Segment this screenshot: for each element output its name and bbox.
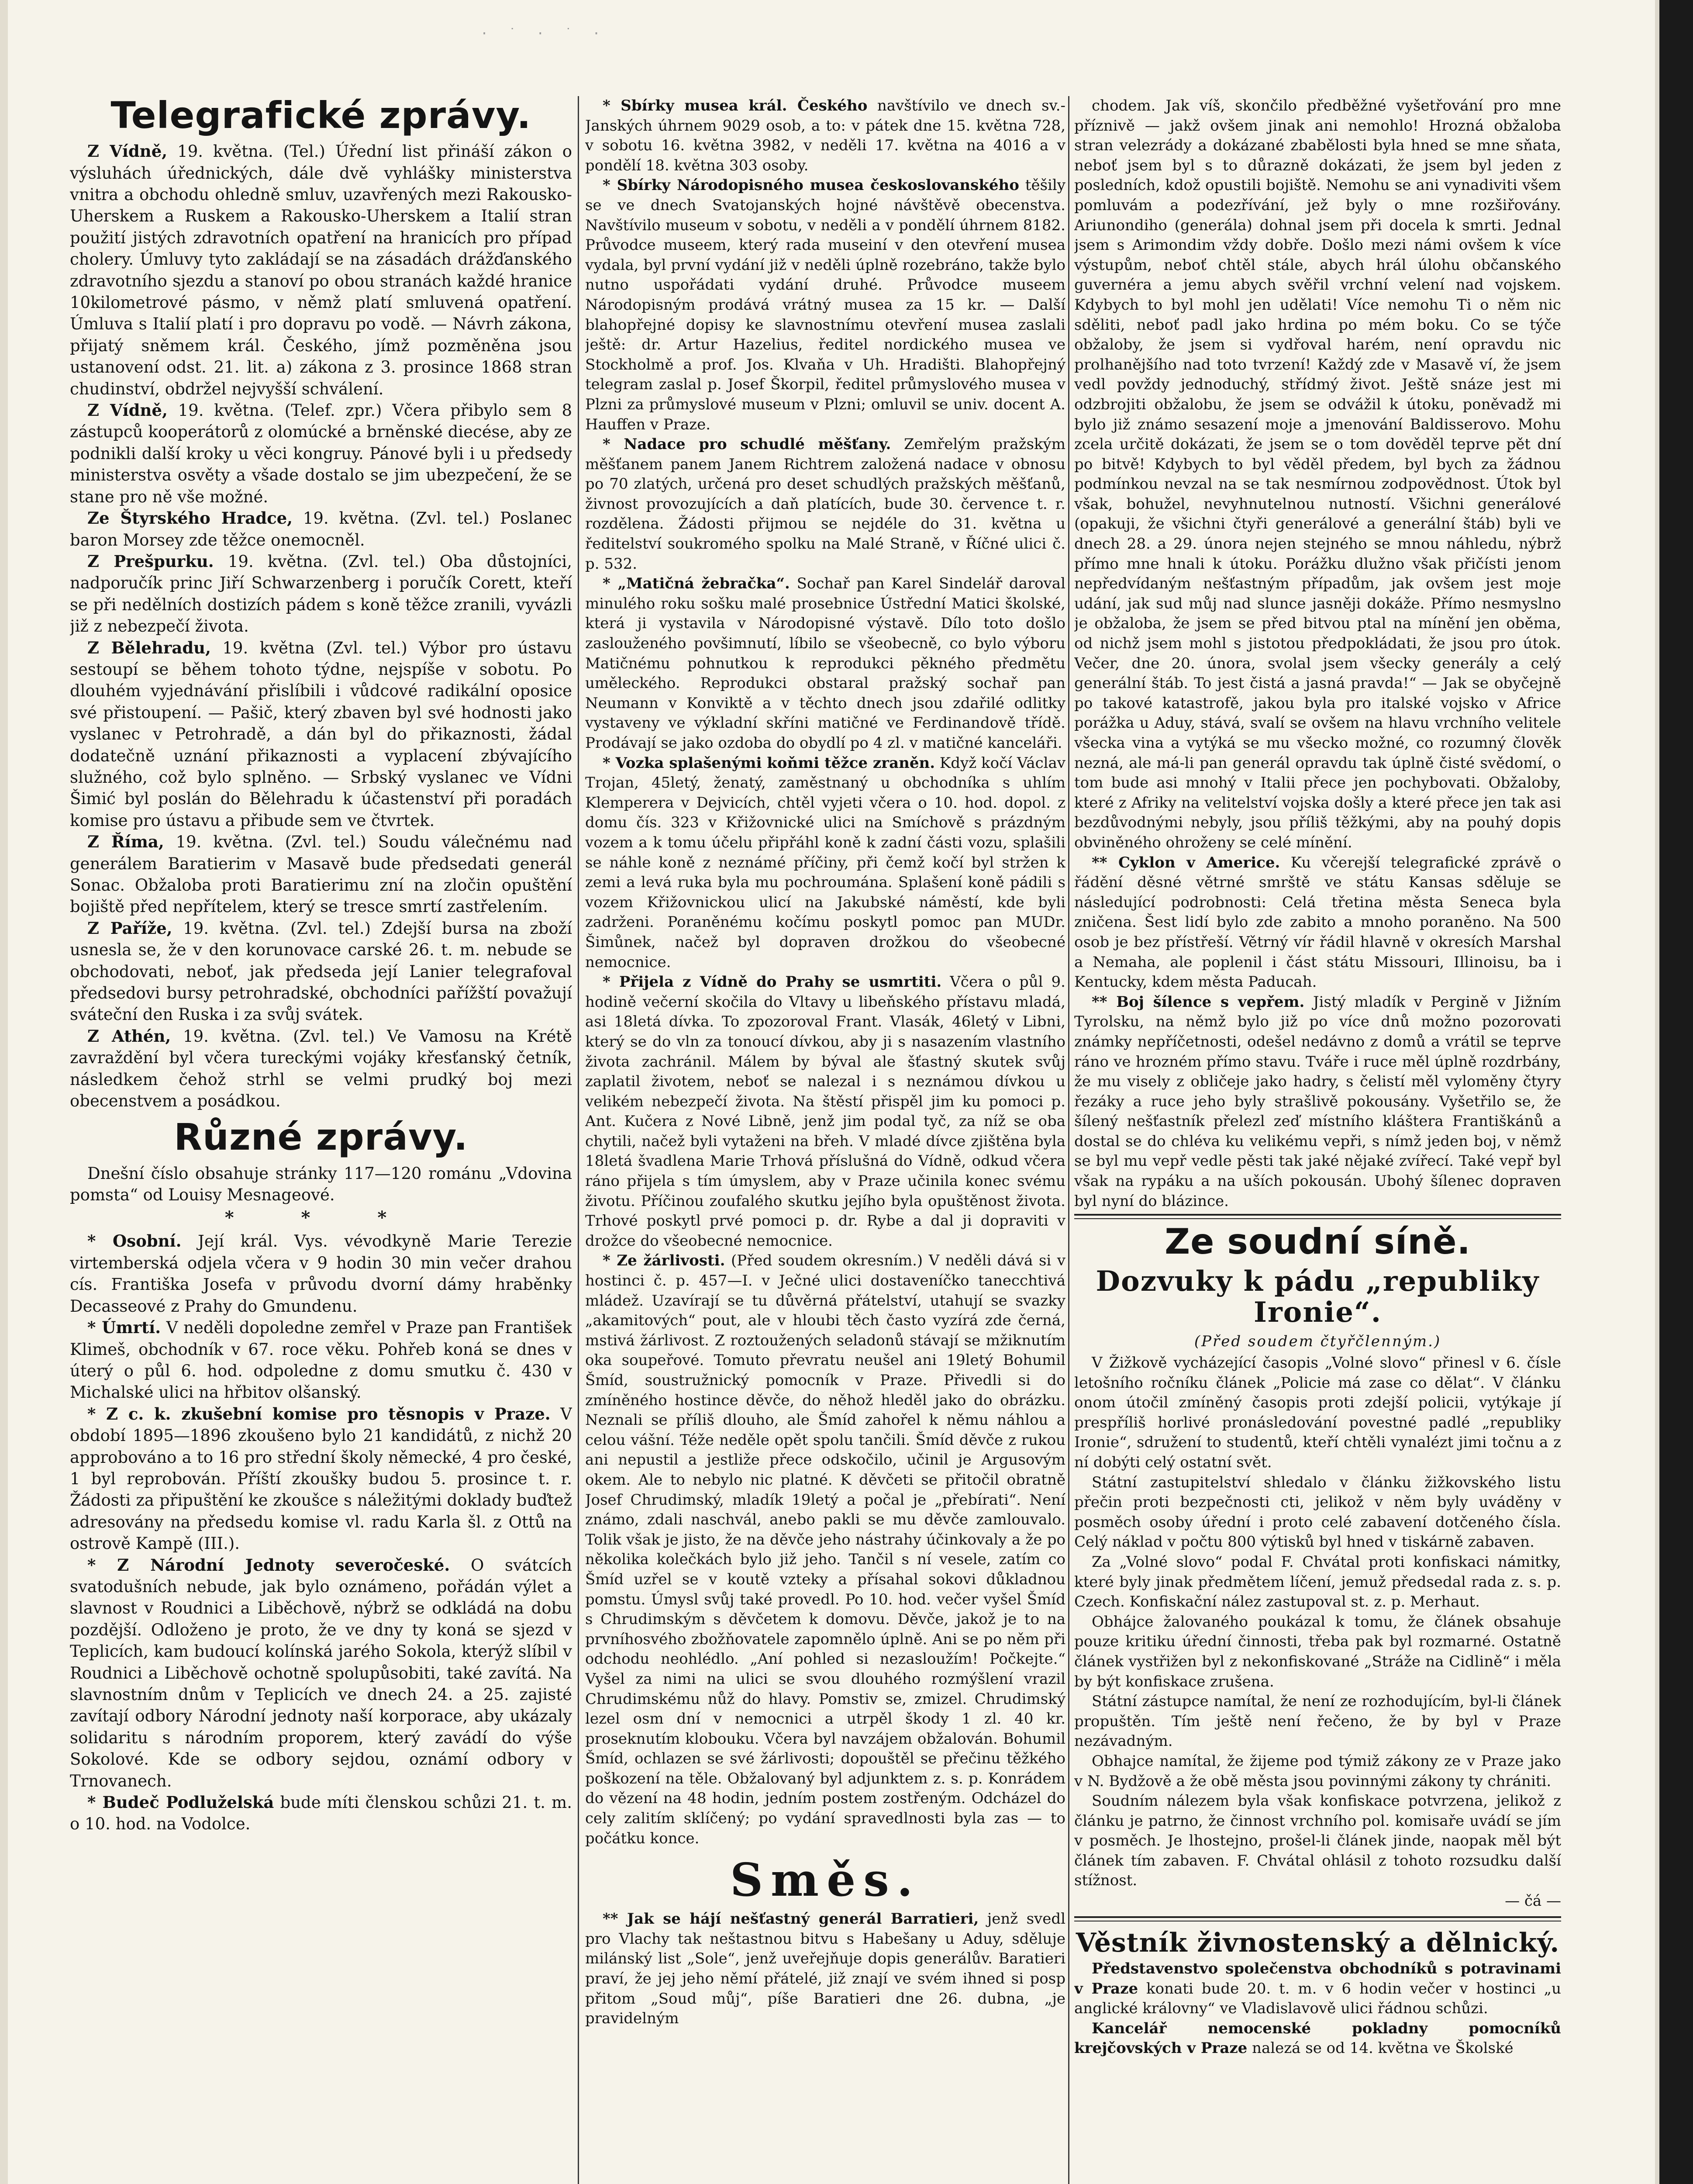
section-rule	[1074, 1214, 1561, 1219]
article-paragraph	[585, 1909, 1065, 2029]
article-text: nalezá se od 14. května ve Školské	[1252, 2039, 1514, 2057]
article-text: těšily se ve dnech Svatojanských hojné návštěvě obecenstva. Navštívilo museum v sobotu, v neděli a v pondělí úhrnem 8182. Průvodce museem, který rada museiní v den otevření musea vydala, byl první vydání již v neděli úplně rozebráno, takže bylo nutno uspořádati vydání druhé. Průvodce museem Národopisným prodává vrátný musea za 15 kr. — Další blahopřejné dopisy ke slavnostnímu otevření musea zaslali ještě: dr. Artur Hazelius, ředitel nordického musea ve Stockholmě a prof. Jos. Klvaňa v Uh. Hradišti. Blahopřejný telegram zaslal p. Josef Škorpil, ředitel průmyslového musea v Plzni za průmyslové museum v Plzni; omluvil se univ. docent A. Hauffen v Praze.	[585, 176, 1065, 433]
article-lead: Z Athén,	[87, 1026, 171, 1046]
article-text: 19. května. (Tel.) Úřední list přináší zákon o výsluhách úřednických, dále dvě vyhlášky ministerstva vnitra a obchodu ohledně smluv, uzavřených mezi Rakousko-Uherskem a Ruskem a Rakousko-Uherskem a Italií stran použití jistých zdravotních opatření na hranicích pro případ cholery. Úmluvy tyto zakládají se na zásadách drážďanského zdravotního sjezdu a stanoví po obou stranách každé hranice 10kilometrové pásmo, v němž platí smluvená opatření. Úmluva s Italií platí i pro dopravu po vodě. — Návrh zákona, přijatý sněmem král. Českého, jímž pozměněna jsou ustanovení odst. 21. lit. a) zákona z 3. prosince 1868 stran chudinství, obdržel nejvyšší schválení.	[70, 142, 572, 398]
article-lead: * Sbírky Národopisného musea českoslovanského	[603, 176, 1019, 194]
article-lead: Z Říma,	[87, 832, 164, 852]
article-paragraph	[585, 753, 1065, 973]
article-lead: Z Prešpurku.	[87, 551, 214, 571]
article-paragraph	[70, 551, 572, 637]
article-paragraph	[1074, 853, 1561, 992]
article-paragraph	[70, 508, 572, 551]
article-paragraph	[1074, 1612, 1561, 1692]
article-paragraph	[585, 574, 1065, 753]
section-title-vestnik: Věstník živnostenský a dělnický.	[1076, 1928, 1560, 1959]
article-paragraph	[70, 1555, 572, 1792]
news-list	[70, 1230, 572, 1835]
article-lead: Z Vídně,	[87, 401, 168, 420]
article-paragraph	[1074, 1791, 1561, 1891]
article-text: (Před soudem okresním.) V neděli dává si v hostinci č. p. 457—I. v Ječné ulici dostaveníčko tanecchtivá mládež. Uzavírají se tu důvěrná přátelství, utahují se svazky „akamitových“ pout, ale v hloubi těch často vyzírá zde černá, mstivá žárlivost. Z roztoužených seladonů stávají se mžiknutím oka soupeřové. Tomuto převratu neušel ani 19letý Bohumil Šmíd, soustružnický pomocník v Praze. Přivedli si do zmíněného hostince děvče, do něhož hleděl jako do obrázku. Neznali se příliš dlouho, ale Šmíd zahořel k němu náhlou a celou vášní. Téže neděle opět spolu tančili. Šmíd děvče z rukou ani nepustil a jestliže přece odskočilo, učinil je Argusovým okem. Ale to nebylo nic platné. K děvčeti se přitočil obratně Josef Chrudimský, mladík 19letý a počal je „přebírati“. Není známo, zdali naschvál, anebo pakli se mu děvče zamlouvalo. Tolik však je jisto, že na děvče jeho nástrahy účinkovaly a že po několika kolečkách bylo již jeho. Tančil s ní vesele, zatím co Šmíd uzřel se v koutě vzteky a přísahal sokovi důkladnou pomstu. Úmysl svůj také provedl. Po 10. hod. večer vyšel Šmíd s Chrudimským s děvčetem k domovu. Děvče, jakož je to na prvníhosvého zbožňovatele zapomnělo úplně. Ani se po něm při odchodu neohlédlo. „Aní pohled si nezasloužím! Počkejte.“ Vyšel za nimi na ulici se svou dlouhého rozmýšlení vrazil Chrudimskému nůž do hlavy. Pomstiv se, zmizel. Chrudimský lezel osm dní v nemocnici a utrpěl škody 1 zl. 40 kr. proseknutím klobouku. Včera byl navzájem obžalován. Bohumil Šmíd, ochlazen se své žárlivosti; dopouštěl se přečinu těžkého poškození na těle. Obžalovaný byl adjunktem z. s. p. Konrádem do vězení na 48 hodin, jedním postem zostřeným. Odcházel do cely zalitím sklíčený; po vydání spravedlnosti byla zas — to počátku konce.	[585, 1252, 1065, 1847]
article-lead: ** Jak se hájí nešťastný generál Barratieri,	[603, 1910, 979, 1928]
article-lead: * Vozka splašenými koňmi těžce zraněn.	[603, 754, 935, 772]
article-text: Jistý mladík v Pergině v Jižním Tyrolsku, na němž bylo již po více dnů možno pozorovati známky nepříčetnosti, odešel nedávno z domů a vrátil se teprve ráno ve hrozném přímo stavu. Tváře i ruce měl úplně rozdrbány, že mu visely z obličeje jako hadry, s čelistí měl vyloměny čtyry řezáky a ruce jeho byly strašlivě pokousány. Vyšetřilo se, že šílený nešťastník přelezl zeď místního kláštera Františkánů a dostal se do chléva ku velikému vepři, s nímž jeden boj, v němž se byl mu vepř vedle pěsti tak jaké nějaké zvířecí. Také vepř byl však na rypáku a na uších pokousán. Ubohý šílenec dopraven byl nyní do blázince.	[1074, 993, 1561, 1210]
article-paragraph	[1074, 2019, 1561, 2059]
vestnik-list	[1074, 1959, 1561, 2059]
article-paragraph	[70, 1792, 572, 1835]
article-text: Státní zástupce namítal, že není ze rozhodujícím, byl-li článek propuštěn. Tím ještě není řečeno, že by byl v Praze nezávadným.	[1074, 1693, 1561, 1750]
article-lead: * Z Národní Jednoty severočeské.	[87, 1555, 450, 1575]
article-text: Ku včerejší telegrafické zprávě o řádění děsné větrné smrště ve státu Kansas sděluje se následující podrobnosti: Celá třetina města Seneca byla zničena. Šest lidí bylo zde zabito a mnoho poraněno. Na 500 osob je bez přístřeší. Větrný vír řádil hlavně v okresích Marshal a Nemaha, ale poplenil i část státu Missouri, Illinoisu, ba i Kentucky, kdem města Paducah.	[1074, 854, 1561, 991]
article-lead: Z Bělehradu,	[87, 638, 211, 657]
article-lead: * Nadace pro schudlé měšťany.	[603, 435, 891, 453]
article-signature: — čá —	[1505, 1892, 1561, 1910]
article-paragraph	[585, 972, 1065, 1251]
article-paragraph	[1074, 1353, 1561, 1473]
court-list	[1074, 1353, 1561, 1891]
news-list-2	[585, 96, 1065, 1849]
section-title-telegrams: Telegrafické zprávy.	[110, 96, 531, 137]
article-paragraph	[1074, 1552, 1561, 1612]
scan-specks: · ˙ · ˙ ·	[480, 26, 607, 41]
article-text: Její král. Vys. vévodkyně Marie Terezie virtemberská odjela včera v 9 hodin 30 min večer drahou cís. Františka Josefa v průvodu dvorní dámy hraběnky Decasseové z Prahy do Gmundenu.	[70, 1232, 572, 1316]
court-caption: (Před soudem čtyřčlenným.)	[1194, 1333, 1441, 1351]
article-lead: Z Vídně,	[87, 142, 168, 161]
smes-list	[585, 1909, 1065, 2029]
article-text: Obhájce žalovaného poukázal k tomu, že článek obsahuje pouze kritiku úřední činnosti, třeba pak byl rozmarné. Ostatně článek vystřižen byl z nekonfiskované „Stráže na Cidlině“ i měla by být konfiskace zrušena.	[1074, 1613, 1561, 1690]
article-text: 19. května. (Telef. zpr.) Včera přibylo sem 8 zástupců kooperátorů z olomúcké a brněnské diecése, aby ze podnikli další kroky u věci kongruy. Pánové byli i u předsedy ministerstva osvěty a všade dostalo se jim ubezpečení, že se stane pro ně vše možné.	[70, 401, 572, 506]
article-paragraph	[1074, 992, 1561, 1212]
column-rule-2	[1068, 96, 1069, 2184]
article-text: chodem. Jak víš, skončilo předběžné vyšetřování pro mne příznivě — jakž ovšem jinak ani nemohlo! Hrozná obžaloba stran velezrády a dokázané zbabělosti byla hned se mne sňata, neboť jsem byl s to důrazně dokázati, že jsem byl jeden z posledních, kdož opustili bojiště. Nemohu se ani vynadiviti všem pomluvám a podezřívání, jež byly o mne rozšiřovány. Ariunondiho (generála) dohnal jsem při docela k smrti. Jednal jsem s Arimondim vždy dobře. Došlo mezi námi ovšem k více výstupům, neboť chtěl stále, abych hrál úlohu občanského guvernéra a jemu abych svěřil vrchní velení nad vojskem. Kdybych to byl mohl jen udělati! Více nemohu Ti o něm nic sděliti, neboť padl jako hrdina po mém boku. Co se týče obžaloby, že jsem si vydřoval harém, není opravdu nic prolhanějšího nad toto tvrzení! Každý zde v Masavě ví, že jsem vedl povždy jednoduchý, střídmý život. Ještě snáze jest mi odzbrojiti obžalobu, že jsem se odvážil k útoku, poněvadž mi bylo již známo sesazení moje a jmenování Baldisserovo. Mohu zcela určitě dokázati, že jsem se o tom dověděl teprve pět dní po bitvě! Kdybych to byl věděl předem, byl bych za žádnou podmínkou nevzal na se tak nesmírnou zodpovědnost. Útok byl však, bohužel, nevyhnutelnou nutností. Všichni generálové (opakuji, že všichni čtyři generálové a generální štáb) byli ve dnech 28. a 29. února nejen stejného se mnou náhledu, nýbrž přímo mne hnali k útoku. Porážku dlužno však přičísti jenom nepředvídaným nešťastným případům, jak ovšem jest moje udání, jak sud můj nad slunce jasněji dokáže. Přímo nesmyslno je obžaloba, že jsem se před bitvou ptal na mínění jen oběma, od nichž jsem mohl s jistotou předpokládati, že jsou pro útok. Večer, dne 20. února, svolal jsem všecky generály a celý generální štáb. To jest čistá a jasná pravda!“ — Jak se obyčejně po takové katastrofě, jakou byla pro italské vojsko v Africe porážka u Aduy, stává, svalí se ovšem na hlavu vrchního velitele všecka vina a vytýká se mu všecko možné, co rozumný člověk nezná, ale má-li pan generál opravdu tak úplně čisté svědomí, o tom bude asi mnohý v Italii přece jen pochybovati. Obžaloby, které z Afriky na velitelství vojska došly a které přece jen tak asi bezdůvodnými nebyly, jsou příliš těžkými, aby na pouhý dopis obviněného ohroženy se celé mínění.	[1074, 97, 1561, 851]
article-lead: ** Boj šílence s vepřem.	[1092, 993, 1305, 1011]
article-lead: * Osobní.	[87, 1231, 182, 1251]
article-lead: * Přijela z Vídně do Prahy se usmrtiti.	[603, 973, 942, 991]
article-text: Soudním nálezem byla však konfiskace potvrzena, jelikož z článku je patrno, že činnost vrchního pol. komisaře uvádí se jím v posměch. Je lhostejno, prošel-li článek jinde, naopak měl být článek tím zabaven. F. Chvátal ohlásil z tohoto rozsudku další stížnost.	[1074, 1792, 1561, 1890]
telegram-list	[70, 141, 572, 1112]
article-text: O svátcích svatodušních nebude, jak bylo oznámeno, pořádán výlet a slavnost v Roudnici a Liběchově, nýbrž se odkládá na dobu pozdější. Odloženo je proto, že ve dny ty koná se sjezd v Teplicích, kam budoucí kolínská jarého Sokola, kterýž slíbil v Roudnici a Liběchově ochotně spolupůsobiti, také zavítá. Na slavnostním dnům v Teplicích ve dnech 24. a 25. zajisté zavítají odbory Národní jednoty naší korporace, aby ukázaly solidaritu s národním proporem, který zavádí do výše Sokolové. Kde se odbory sejdou, oznámí odbory v Trnovanech.	[70, 1555, 572, 1790]
article-paragraph	[70, 918, 572, 1026]
article-text: Když kočí Václav Trojan, 45letý, ženatý, zaměstnaný u obchodníka s uhlím Klemperera v Dejvicích, chtěl vyjeti včera o 10. hod. dopol. z domu čís. 323 v Křižovnické ulici na Smíchově s prázdným vozem a k tomu účelu připřáhl koně k zadní části vozu, splašili se náhle koně z neznámé příčiny, při čemž kočí byl stržen k zemi a levá ruka byla mu pochroumána. Splašení koně pádili s vozem Křižovnickou ulicí na Jakubské náměstí, kde byli zadrženi. Poraněnému kočímu poskytl pomoc pan MUDr. Šimůnek, načež byl dopraven drožkou do všeobecné nemocnice.	[585, 754, 1065, 971]
scan-right-edge	[1659, 0, 1693, 2184]
column-3	[1074, 96, 1561, 2184]
article-text: Zemřelým pražským měšťanem panem Janem Richtrem založená nadace v obnosu po 70 zlatých, určená pro deset schudlých pražských měšťanů, živnost provozujících a daň platících, bude 30. července t. r. rozdělena. Žádosti přijmou se nejdéle do 31. května u ředitelství soukromého spolku na Malé Straně, v Říčné ulici č. p. 532.	[585, 435, 1065, 573]
article-paragraph	[1074, 1473, 1561, 1552]
article-lead: ** Cyklon v Americe.	[1092, 854, 1280, 871]
article-lead: * Ze žárlivosti.	[603, 1252, 725, 1270]
article-paragraph	[70, 831, 572, 918]
article-paragraph	[1074, 1752, 1561, 1791]
article-paragraph	[1074, 1692, 1561, 1752]
section-title-various: Různé zprávy.	[174, 1116, 468, 1159]
article-paragraph	[585, 96, 1065, 176]
stars-divider: * * *	[224, 1207, 417, 1228]
article-text: jenž svedl pro Vlachy tak neštastnou bitvu s Habešany u Aduy, sděluje milánský list „Sole“, jenž uveřejňuje dopis generálův. Baratieri praví, že jej jeho němí přátelé, již znají ve svém ihned si posp přitom „Soud můj“, píše Baratieri dne 26. dubna, „je pravidelným	[585, 1910, 1065, 2028]
column-1	[70, 96, 572, 2184]
article-text: V neděli dopoledne zemřel v Praze pan František Klimeš, obchodník v 67. roce věku. Pohřeb koná se dnes v úterý o půl 6. hod. odpoledne z domu smutku č. 430 v Michalské ulici na hřbitov olšanský.	[70, 1318, 572, 1402]
article-text: Za „Volné slovo“ podal F. Chvátal proti konfiskaci námitky, které byly jinak předmětem líčení, jemuž předsedal rada z. s. p. Czech. Konfiskační nález zastupoval st. z. p. Merhaut.	[1074, 1553, 1561, 1611]
section-rule-2	[1074, 1916, 1561, 1921]
article-text: Státní zastupitelství shledalo v článku žižkovského listu přečin proti bezpečnosti cti, jelikož v něm byly uváděny v posměch osoby úřední i proto celé zabavení dotčeného čísla. Celý náklad v počtu 800 výtisků byl hned v tiskárně zabaven.	[1074, 1473, 1561, 1551]
section-title-smes: Směs.	[730, 1853, 921, 1907]
article-text: Včera o půl 9. hodině večerní skočila do Vltavy u libeňského přístavu mladá, asi 18letá dívka. To zpozoroval Frant. Vlasák, 46letý v Libni, který se do vln za tonoucí dívkou, aby ji s nasazením vlastního života zachránil. Málem by býval ale šťastný skutek svůj zaplatil životem, neboť se nalezal i s neznámou dívkou u velikém nebezpečí života. Na štěstí přispěl jim ku pomoci p. Ant. Kučera z Nové Libně, jenž jim podal tyč, za níž se oba chytili, načež byli vytaženi na břeh. V mladé dívce zjištěna byla 18letá švadlena Marie Trhová příslušná do Vídně, odkud včera ráno přijela s tím úmyslem, aby v Praze učinila konec svému životu. Příčinou zoufalého skutku jejího byla opuštěnost života. Trhové poskytl prvé pomoci p. dr. Rybe a dal ji dopraviti v drožce do všeobecné nemocnice.	[585, 973, 1065, 1250]
article-lead: * Budeč Podluželská	[87, 1793, 274, 1812]
article-lead: * Sbírky musea král. Českého	[603, 97, 868, 114]
article-paragraph	[1074, 96, 1561, 853]
article-lead: * Z c. k. zkušební komise pro těsnopis v Praze.	[87, 1404, 551, 1424]
article-paragraph	[70, 1403, 572, 1555]
column-rule-1	[578, 96, 579, 2184]
article-lead: Ze Štyrského Hradce,	[87, 508, 293, 528]
section-title-court: Ze soudní síně.	[1165, 1221, 1471, 1262]
article-text: 19. května. (Zvl. tel.) Oba důstojníci, nadporučík princ Jiří Schwarzenberg i poručík Corett, kteří se při nedělních dostizích pádem s koně těžce zranili, vyvázli již z nebezpečí života.	[70, 552, 572, 636]
article-lead: * Úmrtí.	[87, 1318, 161, 1337]
article-text: bude míti členskou schůzi 21. t. m. o 10. hod. na Vodolce.	[70, 1793, 572, 1834]
article-text: Sochař pan Karel Sindelář daroval minulého roku sošku malé prosebnice Ústřední Matici školské, která ji vystavila v Národopisné výstavě. Dílo toto došlo zaslouženého povšimnutí, líbilo se všeobecně, co bylo výboru Matičnému pohnutkou k reprodukci pěkného předmětu uměleckého. Reprodukci obstaral pražský sochař pan Neumann v Konviktě a v těchto dnech jsou zdařilé odlitky vystaveny ve výkladní skříni matičné ve Ferdinandově třídě. Prodávají se jako ozdoba do obydlí po 4 zl. v matičné kanceláři.	[585, 575, 1065, 752]
article-text: 19. května. (Zvl. tel.) Soudu válečnému nad generálem Baratierim v Masavě bude předsedati generál Sonac. Obžaloba proti Baratierimu zní na zločin opuštění bojiště před nepřítelem, který se tresce smrtí zastřelením.	[70, 833, 572, 916]
article-paragraph	[585, 435, 1065, 574]
article-paragraph	[70, 141, 572, 400]
article-paragraph	[70, 1026, 572, 1112]
news-list-3	[1074, 96, 1561, 1211]
court-subtitle: Dozvuky k pádu „republiky Ironie“.	[1096, 1265, 1540, 1329]
article-text: 19. května (Zvl. tel.) Výbor pro ústavu sestoupí se během tohoto týdne, nejspíše v sobotu. Po dlouhém vyjednávání přislíbili i vůdcové radikální oposice své přistoupení. — Pašič, který zbaven byl své hodnosti jako vyslanec v Petrohradě, a dán byl do přikaznosti, žádal dodatečně uznání přikaznosti a vyplacení zbývajícího služného, což bylo splněno. — Srbský vyslanec ve Vídni Šimić byl poslán do Bělehradu k účastenství při poradách komise pro ústavu a přibude sem ve čtvrtek.	[70, 638, 572, 830]
article-text: V Žižkově vycházející časopis „Volné slovo“ přinesl v 6. čísle letošního ročníku článek „Policie má zase co dělat“. V článku onom útočil zmíněný časopis proti zdejší policii, vytýkaje jí prespříliš horlivé pronásledování povestné padlé „republiky Ironie“, sdružení to studentů, kteří chtěli vynalézt jimi točnu a z ní dobýti celý ostatní svět.	[1074, 1354, 1561, 1471]
article-paragraph	[70, 1230, 572, 1317]
article-lead: * „Matičná žebračka“.	[603, 575, 790, 593]
issue-intro: Dnešní číslo obsahuje stránky 117—120 románu „Vdovina pomsta“ od Louisy Mesnageové.	[70, 1164, 572, 1205]
article-text: navštívilo ve dnech sv.-Janských úhrnem 9029 osob, a to: v pátek dne 15. května 728, v sobotu 16. května 3982, v neděli 17. května na 4016 a v pondělí 18. května 303 osoby.	[585, 97, 1065, 174]
article-paragraph	[70, 637, 572, 832]
article-paragraph	[585, 176, 1065, 435]
article-text: 19. května. (Zvl. tel.) Zdejší bursa na zboží usnesla se, že v den korunovace carské 26. t. m. nebude se obchodovati, neboť, jak předseda její Lanier telegrafoval předsedovi bursy petrohradské, obchodníci pařížští považují sváteční den Ruska i za svůj svátek.	[70, 919, 572, 1024]
article-text: 19. května. (Zvl. tel.) Poslanec baron Morsey zde těžce onemocněl.	[70, 509, 572, 549]
article-lead: Představenstvo společenstva obchodníků s potravinami v Praze	[1074, 1960, 1561, 1997]
column-2	[585, 96, 1065, 2184]
scan-left-edge	[0, 0, 8, 2184]
article-paragraph	[585, 1251, 1065, 1849]
article-paragraph	[1074, 1959, 1561, 2019]
article-lead: Z Paříže,	[87, 918, 172, 938]
article-lead: Kancelář nemocenské pokladny pomocníků krejčovských v Praze	[1074, 2019, 1561, 2057]
article-text: 19. května. (Zvl. tel.) Ve Vamosu na Krétě zavraždění byl včera tureckými vojáky křesťanský četník, následkem čehož strhl se velmi prudký boj mezi obecenstvem a posádkou.	[70, 1026, 572, 1111]
article-text: konati bude 20. t. m. v 6 hodin večer v hostinci „u anglické královny“ ve Vladislavově ulici řádnou schůzi.	[1074, 1980, 1561, 2018]
article-paragraph	[70, 400, 572, 508]
article-paragraph	[70, 1317, 572, 1403]
article-text: V období 1895—1896 zkoušeno bylo 21 kandidátů, z nichž 20 approbováno a to 16 pro střední školy německé, 4 pro české, 1 byl reprobován. Příští zkoušky budou 5. prosince t. r. Žádosti za připuštění ke zkoušce s náležitými doklady buďtež adresovány na předsedu komise vl. radu Karla šl. z Ottů na ostrově Kampě (III.).	[70, 1404, 572, 1553]
article-text: Obhajce namítal, že žijeme pod týmiž zákony ze v Praze jako v N. Bydžově a že obě města jsou povinnými zákony ty chrániti.	[1074, 1752, 1561, 1790]
